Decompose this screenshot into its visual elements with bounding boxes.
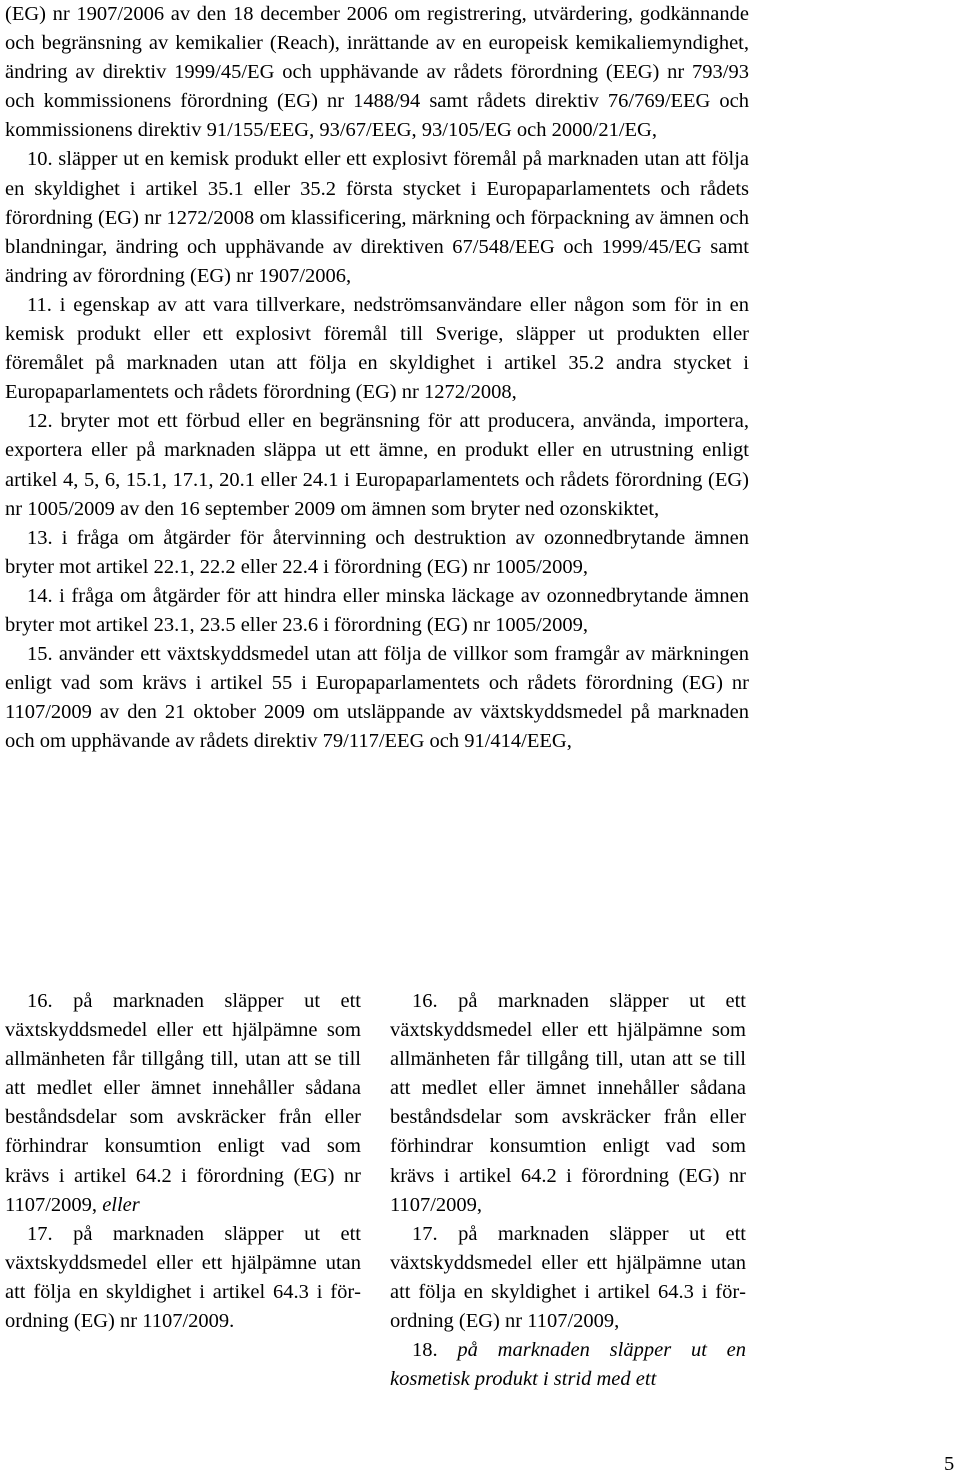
right-list-item-18: [390, 1336, 746, 1394]
right-item18-text: på marknaden släpper ut en kosmetisk produkt i strid med ett: [390, 1339, 747, 1391]
right-column-proposed-wording: [390, 987, 746, 1394]
list-item-10: 10. släpper ut en kemisk produkt eller ett explosivt föremål på marknaden utan att följa en skyldighet i artikel 35.1 eller 35.2 första stycket i Europaparlamentets och rådets förordning (EG) nr 1272/2008 om klassificering, märkning och förpackning av ämnen och blandningar, ändring och upphävande av direktiven 67/548/EEG och 1999/45/EG samt ändring av förordning (EG) nr 1907/2006,: [5, 148, 749, 287]
right-list-item-16: 16. på marknaden släpper ut ett växtskyddsmedel eller ett hjälpämne som allmänheten får tillgång till, utan att se till att medlet eller ämnet innehåller sådana beståndsdelar som avskräcker från eller förhindrar konsumtion enligt vad som krävs i artikel 64.2 i förordning (EG) nr 1107/2009,: [390, 990, 746, 1216]
list-item-12: 12. bryter mot ett förbud eller en begränsning för att producera, använda, importera, exportera eller på marknaden släppa ut ett ämne, en produkt eller en utrustning enligt artikel 4, 5, 6, 15.1, 17.1, 20.1 eller 24.1 i Europaparlamentets och rådets förordning (EG) nr 1005/2009 av den 16 september 2009 om ämnen som bryter ned ozonskiktet,: [5, 410, 749, 520]
right-item18-number: 18.: [412, 1339, 438, 1362]
list-item-11: 11. i egenskap av att vara tillverkare, nedströmsanvändare eller någon som för in en kemisk produkt eller ett explosivt föremål till Sverige, släpper ut produkten eller föremålet på marknaden utan att följa en skyldighet i artikel 35.2 andra stycket i Europaparlamentets och rådets förordning (EG) nr 1272/2008,: [5, 293, 749, 404]
page-number: 5: [944, 1453, 955, 1475]
full-width-text: [5, 0, 749, 756]
left-item16-text: 16. på marknaden släpper ut ett växtskyddsmedel eller ett hjälpämne som allmänheten får tillgång till, utan att se till att medlet eller ämnet innehåller sådana beståndsdelar som avskräcker från eller förhindrar konsumtion enligt vad som krävs i artikel 64.2 i förordning (EG) nr 1107/2009,: [5, 990, 361, 1216]
list-item-15: 15. använder ett växtskyddsmedel utan att följa de villkor som framgår av märkningen enligt vad som krävs i artikel 55 i Europaparlamentets och rådets förordning (EG) nr 1107/2009 av den 21 oktober 2009 om utsläppande av växtskyddsmedel på marknaden och om upphävande av rådets direktiv 79/117/EEG och 91/414/EEG,: [5, 643, 749, 753]
right-list-item-17: 17. på marknaden släpper ut ett växtskyddsmedel eller ett hjälpämne utan att följa en skyldighet i artikel 64.3 i förordning (EG) nr 1107/2009,: [390, 1222, 746, 1333]
left-column-current-wording: [5, 987, 361, 1336]
left-list-item-16: [5, 987, 361, 1220]
paragraph-continuation: (EG) nr 1907/2006 av den 18 december 2006 om registrering, utvärdering, godkännande och begränsning av kemikalier (Reach), inrättande av en europeisk kemikaliemyndighet, ändring av direktiv 1999/45/EG och upphävande av rådets förordning (EEG) nr 793/93 och kommissionens förordning (EG) nr 1488/94 samt rådets direktiv 76/769/EEG och kommissionens direktiv 91/155/EEG, 93/67/EEG, 93/105/EG och 2000/21/EG,: [5, 3, 749, 142]
left-list-item-17: 17. på marknaden släpper ut ett växtskyddsmedel eller ett hjälpämne utan att följa en skyldighet i artikel 64.3 i förordning (EG) nr 1107/2009.: [5, 1222, 361, 1333]
list-item-13: 13. i fråga om åtgärder för återvinning och destruktion av ozonnedbrytande ämnen bryter mot artikel 22.1, 22.2 eller 22.4 i förordning (EG) nr 1005/2009,: [5, 526, 749, 578]
left-item16-tail: eller: [102, 1193, 140, 1216]
list-item-14: 14. i fråga om åtgärder för att hindra eller minska läckage av ozonnedbrytande ämnen bryter mot artikel 23.1, 23.5 eller 23.6 i förordning (EG) nr 1005/2009,: [5, 584, 749, 636]
